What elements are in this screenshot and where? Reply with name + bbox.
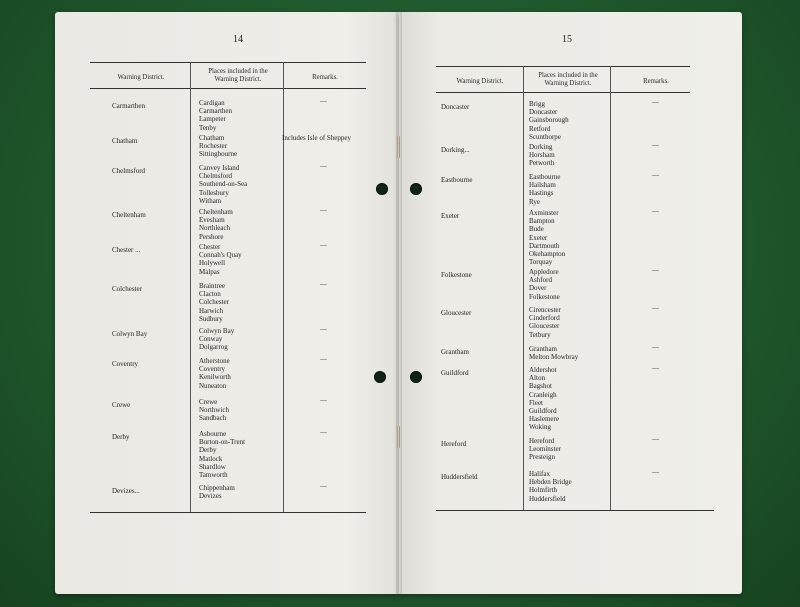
place-name: Bude <box>529 225 544 234</box>
header-places: Places included in the Warning District. <box>208 68 268 83</box>
remark-text: — <box>320 428 327 436</box>
punch-hole-icon <box>410 183 422 195</box>
places-list <box>199 484 235 500</box>
remark-text: — <box>652 364 659 372</box>
remark-text: — <box>320 241 327 249</box>
place-name: Devizes <box>199 492 222 501</box>
place-name: Evesham <box>199 216 225 225</box>
place-name: Fleet <box>529 398 543 407</box>
place-name: Malpas <box>199 267 220 276</box>
place-name: Tamworth <box>199 470 228 479</box>
place-name: Coventry <box>199 365 226 374</box>
places-list <box>199 99 232 132</box>
warning-district-name: Guildford <box>441 369 469 377</box>
place-name: Cardigan <box>199 99 225 107</box>
table-top-rule <box>90 62 366 63</box>
places-list <box>529 306 561 339</box>
place-name: Chippenham <box>199 484 235 492</box>
punch-hole-icon <box>374 371 386 383</box>
place-name: Hebden Bridge <box>529 478 572 487</box>
place-name: Derby <box>199 446 217 455</box>
place-name: Okehampton <box>529 249 566 258</box>
places-list <box>199 134 237 159</box>
remark-text: — <box>652 207 659 215</box>
place-name: Grantham <box>529 345 557 353</box>
warning-district-name: Exeter <box>441 212 460 220</box>
table-top-rule <box>436 66 690 67</box>
places-list <box>529 173 561 206</box>
place-name: Southend-on-Sea <box>199 180 248 189</box>
place-name: Canvey Island <box>199 164 240 172</box>
warning-district-name: Chatham <box>112 137 138 145</box>
punch-hole-icon <box>376 183 388 195</box>
warning-district-name: Devizes... <box>112 487 140 495</box>
place-name: Asbourne <box>199 430 227 438</box>
place-name: Colwyn Bay <box>199 327 235 335</box>
warning-district-name: Coventry <box>112 360 139 368</box>
places-list <box>529 100 569 141</box>
warning-district-name: Folkestone <box>441 271 472 279</box>
place-name: Lampeter <box>199 115 226 124</box>
place-name: Rye <box>529 197 540 206</box>
place-name: Dartmouth <box>529 241 560 250</box>
remark-text: — <box>320 206 327 214</box>
staple-icon <box>397 136 400 158</box>
places-list <box>199 327 234 352</box>
place-name: Cinderford <box>529 314 560 323</box>
place-name: Retford <box>529 124 551 133</box>
place-name: Guildford <box>529 406 557 415</box>
remark-text: — <box>320 280 327 288</box>
place-name: Sudbury <box>199 314 223 323</box>
place-name: Tenby <box>199 123 217 132</box>
places-list <box>529 470 572 503</box>
remark-text: — <box>320 355 327 363</box>
remark-text: — <box>652 304 659 312</box>
remark-text: — <box>652 141 659 149</box>
warning-district-name: Gloucester <box>441 309 472 317</box>
place-name: Connah's Quay <box>199 251 242 260</box>
place-name: Hereford <box>529 437 555 445</box>
place-name: Dolgarrog <box>199 343 228 352</box>
place-name: Matlock <box>199 454 223 463</box>
warning-district-name: Derby <box>112 433 130 441</box>
place-name: Chester <box>199 243 221 251</box>
places-list <box>529 143 555 168</box>
place-name: Presteign <box>529 453 556 462</box>
places-list <box>199 398 229 423</box>
warning-district-name: Cheltenham <box>112 211 146 219</box>
place-name: Alton <box>529 374 545 383</box>
column-divider <box>283 62 284 512</box>
staple-icon <box>397 426 400 448</box>
remark-text: — <box>652 98 659 106</box>
right-page <box>399 12 742 594</box>
place-name: Harwich <box>199 306 224 315</box>
place-name: Hailsham <box>529 181 556 190</box>
header-warning-district: Warning District. <box>117 74 165 81</box>
places-list <box>529 345 578 361</box>
remark-text: — <box>320 396 327 404</box>
place-name: Braintree <box>199 282 226 290</box>
places-list <box>199 243 242 276</box>
place-name: Chelmsford <box>199 172 233 181</box>
place-name: Tetbury <box>529 330 551 339</box>
places-list <box>199 282 229 323</box>
place-name: Conway <box>199 335 223 344</box>
remark-text: Includes Isle of Sheppey <box>282 134 352 142</box>
place-name: Dorking <box>529 143 553 151</box>
place-name: Crewe <box>199 398 218 406</box>
remark-text: — <box>652 171 659 179</box>
header-remarks: Remarks. <box>643 78 669 85</box>
place-name: Bampton <box>529 217 555 226</box>
header-places: Places included in the Warning District. <box>538 72 598 87</box>
place-name: Exeter <box>529 233 548 242</box>
place-name: Appledore <box>529 268 559 276</box>
places-list <box>199 357 231 390</box>
place-name: Rochester <box>199 142 227 151</box>
remark-text: — <box>652 435 659 443</box>
place-name: Gainsborough <box>529 116 569 125</box>
place-name: Leominster <box>529 445 561 454</box>
places-list <box>529 209 565 266</box>
place-name: Northleach <box>199 224 231 233</box>
place-name: Kenilworth <box>199 373 231 382</box>
places-list <box>529 268 560 301</box>
book-spine <box>396 12 402 594</box>
warning-district-name: Dorking... <box>441 146 470 154</box>
place-name: Folkestone <box>529 292 560 301</box>
place-name: Clacton <box>199 290 221 299</box>
place-name: Gloucester <box>529 322 560 331</box>
place-name: Petworth <box>529 159 555 168</box>
place-name: Eastbourne <box>529 173 561 181</box>
place-name: Melton Mowbray <box>529 353 579 362</box>
header-bottom-rule <box>90 88 366 89</box>
warning-district-name: Chester ... <box>112 246 141 254</box>
place-name: Burton-on-Trent <box>199 438 246 447</box>
place-name: Scunthorpe <box>529 132 561 141</box>
place-name: Haslemere <box>529 415 559 424</box>
table-bottom-rule <box>90 512 366 513</box>
place-name: Dover <box>529 284 547 293</box>
place-name: Cirencester <box>529 306 561 314</box>
table-bottom-rule <box>436 510 714 511</box>
place-name: Sandbach <box>199 414 227 423</box>
remark-text: — <box>652 266 659 274</box>
place-name: Torquay <box>529 258 553 267</box>
place-name: Sittingbourne <box>199 150 238 159</box>
place-name: Pershore <box>199 232 224 241</box>
place-name: Hastings <box>529 189 554 198</box>
remark-text: — <box>320 325 327 333</box>
place-name: Cheltenham <box>199 208 233 216</box>
place-name: Ashford <box>529 276 552 285</box>
places-list <box>199 430 245 479</box>
place-name: Horsham <box>529 151 555 160</box>
remark-text: — <box>652 468 659 476</box>
warning-district-name: Colwyn Bay <box>112 330 148 338</box>
place-name: Chatham <box>199 134 225 142</box>
warning-district-name: Hereford <box>441 440 467 448</box>
place-name: Nuneaton <box>199 381 227 390</box>
header-remarks: Remarks. <box>312 74 338 81</box>
header-bottom-rule <box>436 92 690 93</box>
column-divider <box>610 66 611 510</box>
place-name: Tollesbury <box>199 188 229 197</box>
place-name: Holmfirth <box>529 486 557 495</box>
place-name: Huddersfield <box>529 494 566 503</box>
place-name: Shardlow <box>199 462 226 471</box>
place-name: Cranleigh <box>529 390 557 399</box>
warning-district-name: Carmarthen <box>112 102 146 110</box>
places-list <box>529 437 561 462</box>
place-name: Colchester <box>199 298 229 307</box>
warning-district-name: Doncaster <box>441 103 470 111</box>
warning-district-name: Chelmsford <box>112 167 146 175</box>
remark-text: — <box>320 482 327 490</box>
place-name: Woking <box>529 423 551 432</box>
places-list <box>199 208 233 241</box>
remark-text: — <box>320 162 327 170</box>
places-list <box>529 366 559 432</box>
remark-text: — <box>652 343 659 351</box>
place-name: Aldershot <box>529 366 557 374</box>
place-name: Carmarthen <box>199 107 233 116</box>
warning-district-name: Huddersfield <box>441 473 478 481</box>
remark-text: — <box>320 97 327 105</box>
place-name: Bagshot <box>529 382 552 391</box>
place-name: Northwich <box>199 406 229 415</box>
punch-hole-icon <box>410 371 422 383</box>
warning-district-name: Grantham <box>441 348 469 356</box>
place-name: Halifax <box>529 470 550 478</box>
place-name: Holywell <box>199 259 226 268</box>
place-name: Axminster <box>529 209 559 217</box>
place-name: Brigg <box>529 100 545 108</box>
header-warning-district: Warning District. <box>456 78 504 85</box>
column-divider <box>190 62 191 512</box>
place-name: Doncaster <box>529 108 558 117</box>
place-name: Witham <box>199 196 222 205</box>
places-list <box>199 164 247 205</box>
warning-district-name: Crewe <box>112 401 131 409</box>
warning-district-name: Colchester <box>112 285 142 293</box>
place-name: Atherstone <box>199 357 230 365</box>
page-number: 14 <box>233 34 243 45</box>
warning-district-name: Eastbourne <box>441 176 473 184</box>
page-number: 15 <box>562 34 572 45</box>
column-divider <box>523 66 524 510</box>
